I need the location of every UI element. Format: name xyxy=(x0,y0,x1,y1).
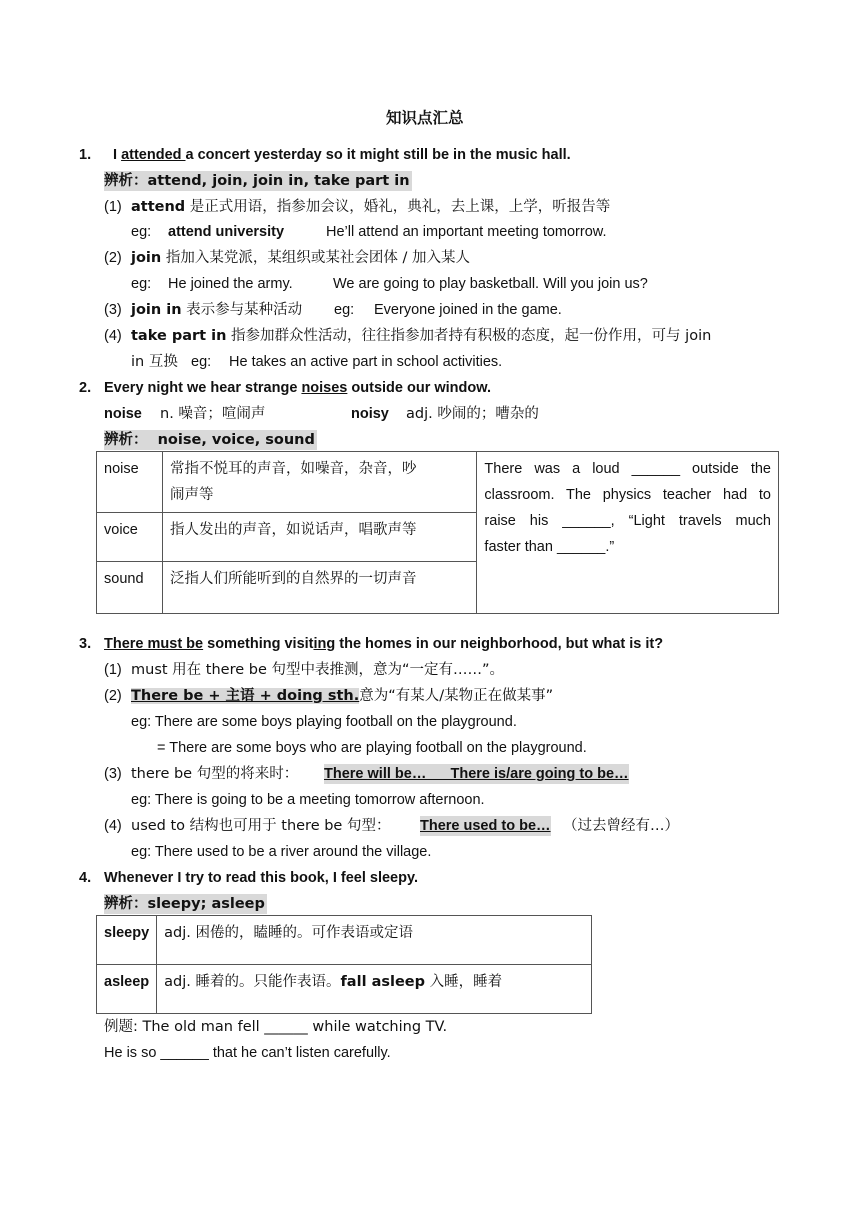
list-item-text: in 互换 xyxy=(131,354,178,370)
section-number: 2. xyxy=(79,380,92,396)
analysis-heading: 辨析：attend, join, join in, take part in xyxy=(104,173,410,189)
list-item-text: join 指加入某党派，某组织或某社会团体 / 加入某人 xyxy=(131,250,470,266)
analysis-heading: 辨析：sleepy; asleep xyxy=(104,896,265,912)
table-cell-desc: 泛指人们所能听到的自然界的一切声音 xyxy=(162,562,476,614)
list-item: (2) xyxy=(104,688,122,704)
list-item-text: there be 句型的将来时： xyxy=(131,766,299,782)
table-row xyxy=(97,916,592,965)
table-cell-desc: 常指不悦耳的声音，如噪音，杂音，吵 闹声等 xyxy=(162,452,476,513)
exercise-line: He is so ______ that he can’t listen carefully. xyxy=(104,1045,391,1061)
list-item-text: join in 表示参与某种活动 xyxy=(131,302,303,318)
example-phrase: attend university xyxy=(168,224,285,240)
table-cell-word: asleep xyxy=(97,965,157,1014)
table-cell-word: sleepy xyxy=(97,916,157,965)
example-sentence: eg: There used to be a river around the village. xyxy=(131,844,432,860)
example-sentence: He’ll attend an important meeting tomorrow. xyxy=(326,224,607,240)
list-item: (4) xyxy=(104,818,122,834)
exercise-line: raise his ______, “Light travels much xyxy=(484,513,771,529)
analysis-heading: 辨析： noise, voice, sound xyxy=(104,432,315,448)
example: eg: xyxy=(131,224,152,240)
example-sentence: He takes an active part in school activities. xyxy=(229,354,503,370)
list-item-text: attend 是正式用语，指参加会议，婚礼，典礼，去上课，上学，听报告等 xyxy=(131,199,611,215)
vocab-definition: n. 噪音；喧闹声 xyxy=(160,406,266,422)
table-row xyxy=(97,452,779,513)
table-cell-word: voice xyxy=(97,513,163,562)
exercise-line: There was a loud ______ outside the xyxy=(484,461,771,477)
list-item-text: used to 结构也可用于 there be 句型： xyxy=(131,818,391,834)
list-item-text: must 用在 there be 句型中表推测，意为“一定有……”。 xyxy=(131,662,504,678)
example-sentence: eg: There are some boys playing football on the playground. xyxy=(131,714,517,730)
section-2-sentence: Every night we hear strange noises outside our window. xyxy=(104,380,492,396)
vocab-word: noise xyxy=(104,406,142,422)
exercise-cell xyxy=(477,452,779,614)
highlight-phrase: There will be… There is/are going to be… xyxy=(324,766,629,782)
highlight-phrase: There used to be… xyxy=(420,818,551,834)
list-item: (3) xyxy=(104,766,122,782)
example-sentence: He joined the army. xyxy=(168,276,293,292)
list-item: (4) xyxy=(104,328,122,344)
page-title: 知识点汇总 xyxy=(386,109,464,127)
table-cell-word: noise xyxy=(97,452,163,513)
example: eg: xyxy=(191,354,212,370)
example-sentence: Everyone joined in the game. xyxy=(374,302,562,318)
vocab-word: noisy xyxy=(351,406,389,422)
list-item-text: take part in 指参加群众性活动，往往指参加者持有积极的态度，起一份作用，可与 join xyxy=(131,328,712,344)
example-sentence: We are going to play basketball. Will you join us? xyxy=(333,276,648,292)
list-item: (3) xyxy=(104,302,122,318)
section-4-sentence: Whenever I try to read this book, I feel sleepy. xyxy=(104,870,418,886)
example: eg: xyxy=(334,302,355,318)
table-cell-word: sound xyxy=(97,562,163,614)
list-item-text: There be + 主语 + doing sth.意为“有某人/某物正在做某事” xyxy=(131,688,554,704)
list-item-note: （过去曾经有…） xyxy=(563,818,679,834)
section-1-sentence: I attended a concert yesterday so it might still be in the music hall. xyxy=(113,147,571,163)
vocab-definition: adj. 吵闹的；嘈杂的 xyxy=(406,406,539,422)
section-number: 1. xyxy=(79,147,92,163)
section-number: 4. xyxy=(79,870,92,886)
table-cell-desc: adj. 睡着的。只能作表语。fall asleep 入睡，睡着 xyxy=(157,965,592,1014)
exercise-line: 例题: The old man fell ______ while watching TV. xyxy=(104,1019,448,1035)
section-number: 3. xyxy=(79,636,92,652)
exercise-line: classroom. The physics teacher had to xyxy=(484,487,771,503)
table-cell-desc: 指人发出的声音，如说话声，唱歌声等 xyxy=(162,513,476,562)
list-item: (1) xyxy=(104,199,122,215)
list-item: (1) xyxy=(104,662,122,678)
section-3-sentence: There must be something visiting the homes in our neighborhood, but what is it? xyxy=(104,636,664,652)
exercise-line: faster than ______.” xyxy=(484,539,615,555)
table-row xyxy=(97,965,592,1014)
example-sentence: = There are some boys who are playing football on the playground. xyxy=(157,740,587,756)
example: eg: xyxy=(131,276,152,292)
noise-voice-sound-table xyxy=(96,451,779,614)
table-cell-desc: adj. 困倦的，瞌睡的。可作表语或定语 xyxy=(157,916,592,965)
example-sentence: eg: There is going to be a meeting tomorrow afternoon. xyxy=(131,792,485,808)
sleepy-asleep-table xyxy=(96,915,592,1014)
list-item: (2) xyxy=(104,250,122,266)
